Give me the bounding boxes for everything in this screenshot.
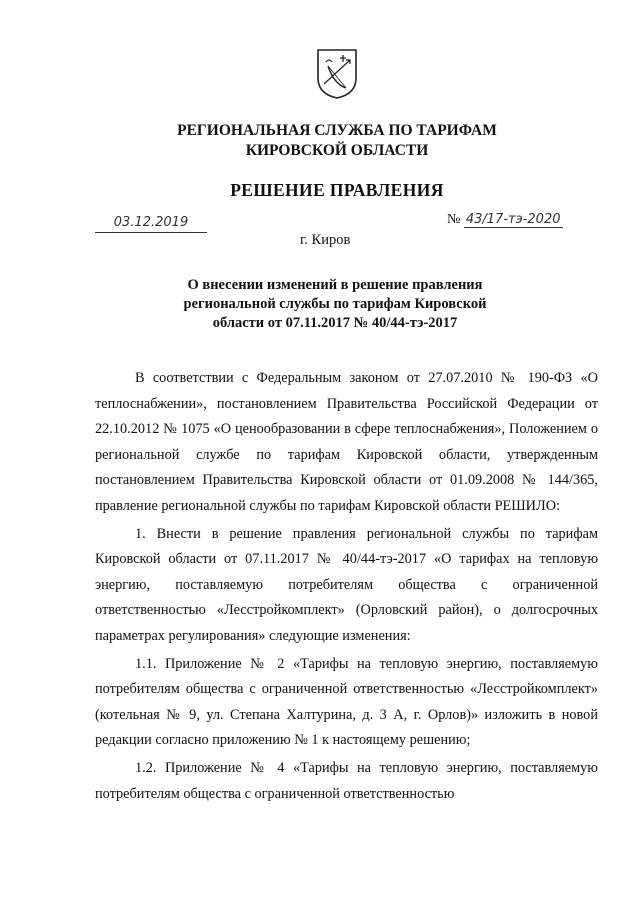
number-prefix: № (447, 212, 461, 227)
document-type: РЕШЕНИЕ ПРАВЛЕНИЯ (230, 180, 444, 200)
subject-line-2: региональной службы по тарифам Кировской (183, 296, 487, 312)
paragraph-preamble: В соответствии с Федеральным законом от 27.07.2010 № 190-ФЗ «О теплоснабжении», постановлением Правительства Российской Федерации от 22.10.2012 № 1075 «О ценообразовании в сфере теплоснабжения», Положением о региональной службе по тарифам Кировской области, утвержденным постановлением Правительства Кировской области от 01.09.2008 № 144/365, правление региональной службы по тарифам Кировской области РЕШИЛО: (95, 370, 598, 514)
agency-line-2: КИРОВСКОЙ ОБЛАСТИ (245, 142, 429, 159)
paragraph-item-1-1: 1.1. Приложение № 2 «Тарифы на тепловую энергию, поставляемую потребителям общества с ограниченной ответственностью «Лесстройкомплект» (котельная № 9, ул. Степана Халтурина, д. 3 А, г. Орлов)» изложить в новой редакции согласно приложению № 1 к настоящему решению; (95, 655, 598, 749)
document-number (447, 212, 563, 228)
paragraph-item-1: 1. Внести в решение правления региональной службы по тарифам Кировской области от 07.11.2017 № 40/44-тэ-2017 «О тарифах на тепловую энергию, поставляемую потребителям общества с ограниченной ответственностью «Лесстройкомплект» (Орловский район), о долгосрочных параметрах регулирования» следующие изменения: (95, 525, 598, 644)
number-value: 43/17-тэ-2020 (465, 212, 561, 227)
kirov-coat-of-arms-icon (316, 48, 358, 100)
agency-name (140, 121, 534, 161)
paragraph-item-1-2: 1.2. Приложение № 4 «Тарифы на тепловую энергию, поставляемую потребителям общества с ограниченной ответственностью (95, 759, 598, 802)
city: г. Киров (300, 232, 351, 248)
agency-line-1: РЕГИОНАЛЬНАЯ СЛУЖБА ПО ТАРИФАМ (177, 122, 497, 139)
document-date: 03.12.2019 (95, 215, 207, 233)
subject-line-3: области от 07.11.2017 № 40/44-тэ-2017 (212, 315, 458, 331)
document-body (95, 366, 598, 807)
subject-line-1: О внесении изменений в решение правления (187, 277, 483, 293)
document-subject (150, 276, 520, 333)
